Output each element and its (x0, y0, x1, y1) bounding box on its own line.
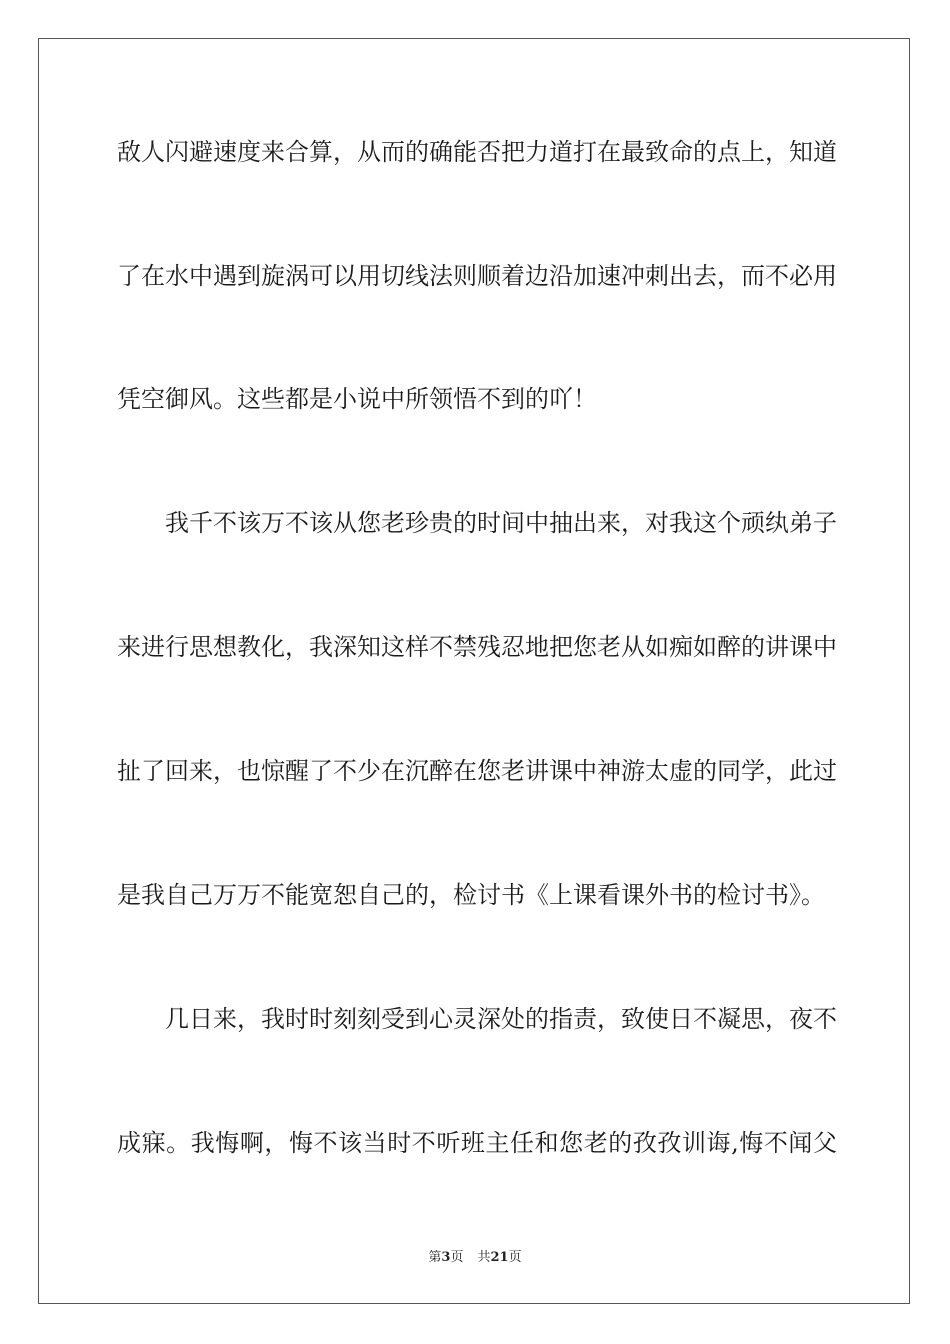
text-line-5: 来进行思想教化，我深知这样不禁残忍地把您老从如痴如醉的讲课中 (117, 633, 837, 661)
footer-total-prefix: 共 (477, 1250, 491, 1265)
footer-page-number: 3 (441, 1250, 451, 1265)
page-footer (0, 1246, 950, 1265)
text-line-8: 几日来，我时时刻刻受到心灵深处的指责，致使日不凝思，夜不 (165, 1005, 837, 1033)
text-line-2: 了在水中遇到旋涡可以用切线法则顺着边沿加速冲刺出去，而不必用 (117, 262, 837, 290)
footer-total-pages: 21 (490, 1250, 509, 1265)
text-line-3: 凭空御风。这些都是小说中所领悟不到的吖！ (117, 385, 597, 413)
text-line-9: 成寐。我悔啊，悔不该当时不听班主任和您老的孜孜训诲,悔不闻父 (117, 1129, 837, 1157)
text-line-4: 我千不该万不该从您老珍贵的时间中抽出来，对我这个顽纨弟子 (165, 509, 837, 537)
text-line-1: 敌人闪避速度来合算，从而的确能否把力道打在最致命的点上，知道 (117, 138, 837, 166)
footer-page-prefix: 第 (428, 1250, 442, 1265)
footer-total-suffix: 页 (508, 1250, 522, 1265)
footer-page-suffix: 页 (450, 1250, 464, 1265)
page-border (38, 38, 910, 1304)
text-line-6: 扯了回来，也惊醒了不少在沉醉在您老讲课中神游太虚的同学，此过 (117, 757, 837, 785)
text-line-7: 是我自己万万不能宽恕自己的，检讨书《上课看课外书的检讨书》。 (117, 881, 825, 909)
